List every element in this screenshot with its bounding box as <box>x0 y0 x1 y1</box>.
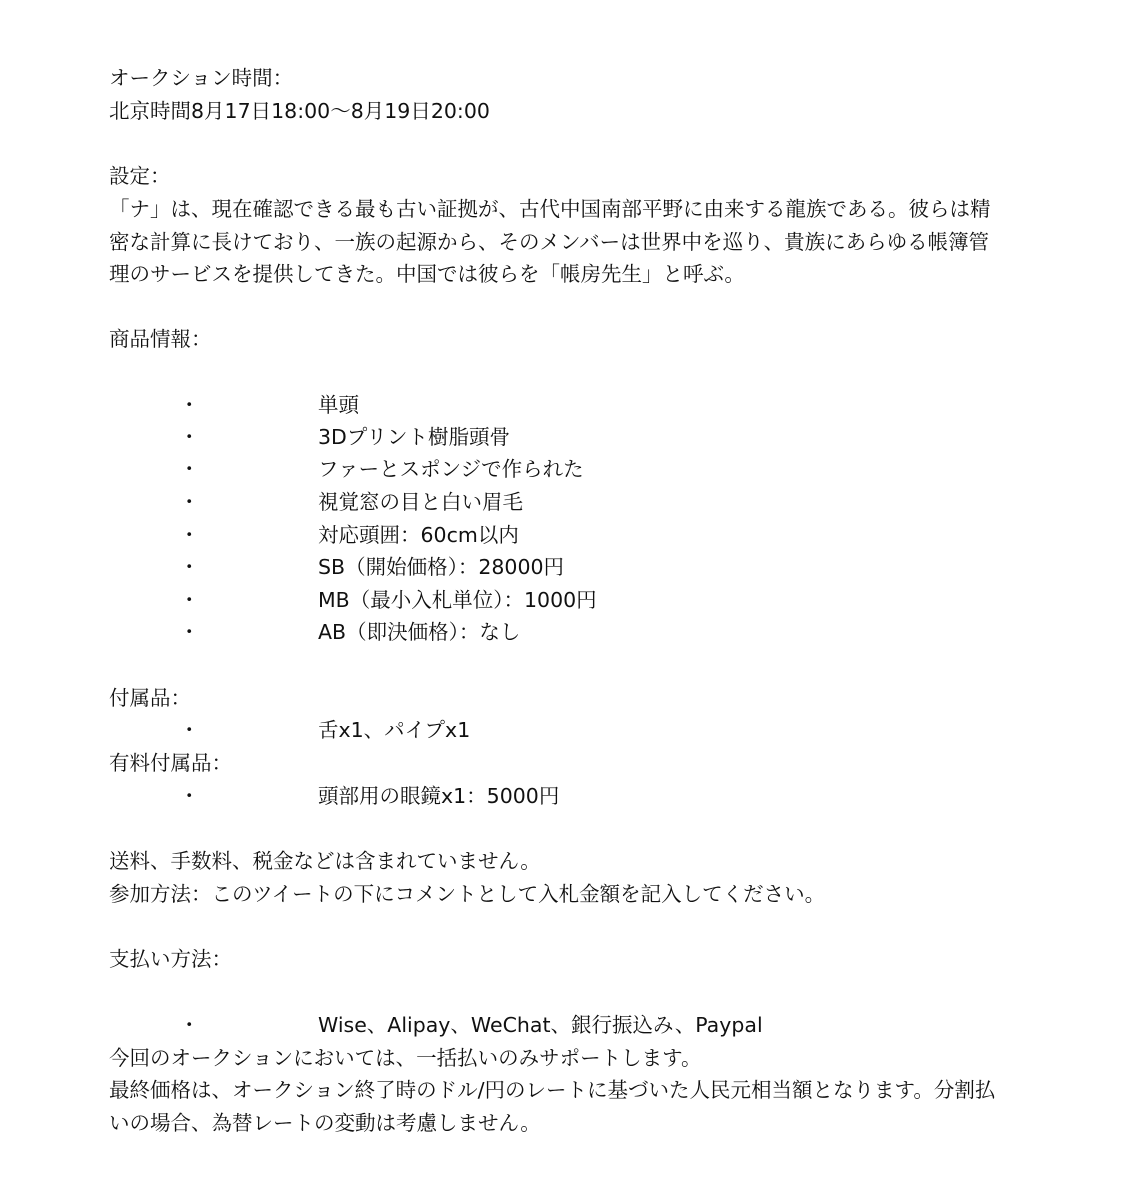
product-info-item: SB（開始価格）：28000円 <box>318 555 565 579</box>
bullet-icon: ・ <box>179 490 200 514</box>
paid-accessories-heading: 有料付属品： <box>109 751 232 775</box>
paid-accessory-item: 頭部用の眼鏡x1：5000円 <box>318 784 560 808</box>
setting-heading: 設定： <box>109 164 171 188</box>
product-info-item: 対応頭囲：60cm以内 <box>318 523 519 547</box>
bullet-icon: ・ <box>179 718 200 742</box>
product-info-item: 単頭 <box>318 393 359 417</box>
product-info-item: ファーとスポンジで作られた <box>318 457 584 481</box>
bullet-icon: ・ <box>179 1013 200 1037</box>
bullet-icon: ・ <box>179 425 200 449</box>
payment-line: 今回のオークションにおいては、一括払いのみサポートします。 <box>109 1046 702 1070</box>
bullet-icon: ・ <box>179 620 200 644</box>
bullet-icon: ・ <box>179 523 200 547</box>
auction-time-value: 北京時間8月17日18:00〜8月19日20:00 <box>109 99 490 123</box>
product-info-item: MB（最小入札単位）：1000円 <box>318 588 597 612</box>
setting-line: 密な計算に長けており、一族の起源から、そのメンバーは世界中を巡り、貴族にあらゆる帳簿管 <box>109 230 990 254</box>
bullet-icon: ・ <box>179 784 200 808</box>
bullet-icon: ・ <box>179 555 200 579</box>
setting-line: 理のサービスを提供してきた。中国では彼らを「帳房先生」と呼ぶ。 <box>109 262 745 286</box>
product-info-item: AB（即決価格）：なし <box>318 620 521 644</box>
participation-note: 参加方法：このツイートの下にコメントとして入札金額を記入してください。 <box>109 882 826 906</box>
payment-method-item: Wise、Alipay、WeChat、銀行振込み、Paypal <box>318 1013 763 1037</box>
product-info-item: 視覚窓の目と白い眉毛 <box>318 490 523 514</box>
bullet-icon: ・ <box>179 588 200 612</box>
fees-note: 送料、手数料、税金などは含まれていません。 <box>109 849 541 873</box>
product-info-heading: 商品情報： <box>109 327 212 351</box>
bullet-icon: ・ <box>179 393 200 417</box>
payment-line: 最終価格は、オークション終了時のドル/円のレートに基づいた人民元相当額となります。分割払 <box>109 1078 996 1102</box>
auction-time-heading: オークション時間： <box>109 66 294 90</box>
accessory-item: 舌x1、パイプx1 <box>318 718 471 742</box>
payment-heading: 支払い方法： <box>109 947 232 971</box>
product-info-item: 3Dプリント樹脂頭骨 <box>318 425 511 449</box>
bullet-icon: ・ <box>179 457 200 481</box>
payment-line: いの場合、為替レートの変動は考慮しません。 <box>109 1111 541 1135</box>
accessories-heading: 付属品： <box>109 686 191 710</box>
setting-line: 「ナ」は、現在確認できる最も古い証拠が、古代中国南部平野に由来する龍族である。彼らは精 <box>109 197 991 221</box>
